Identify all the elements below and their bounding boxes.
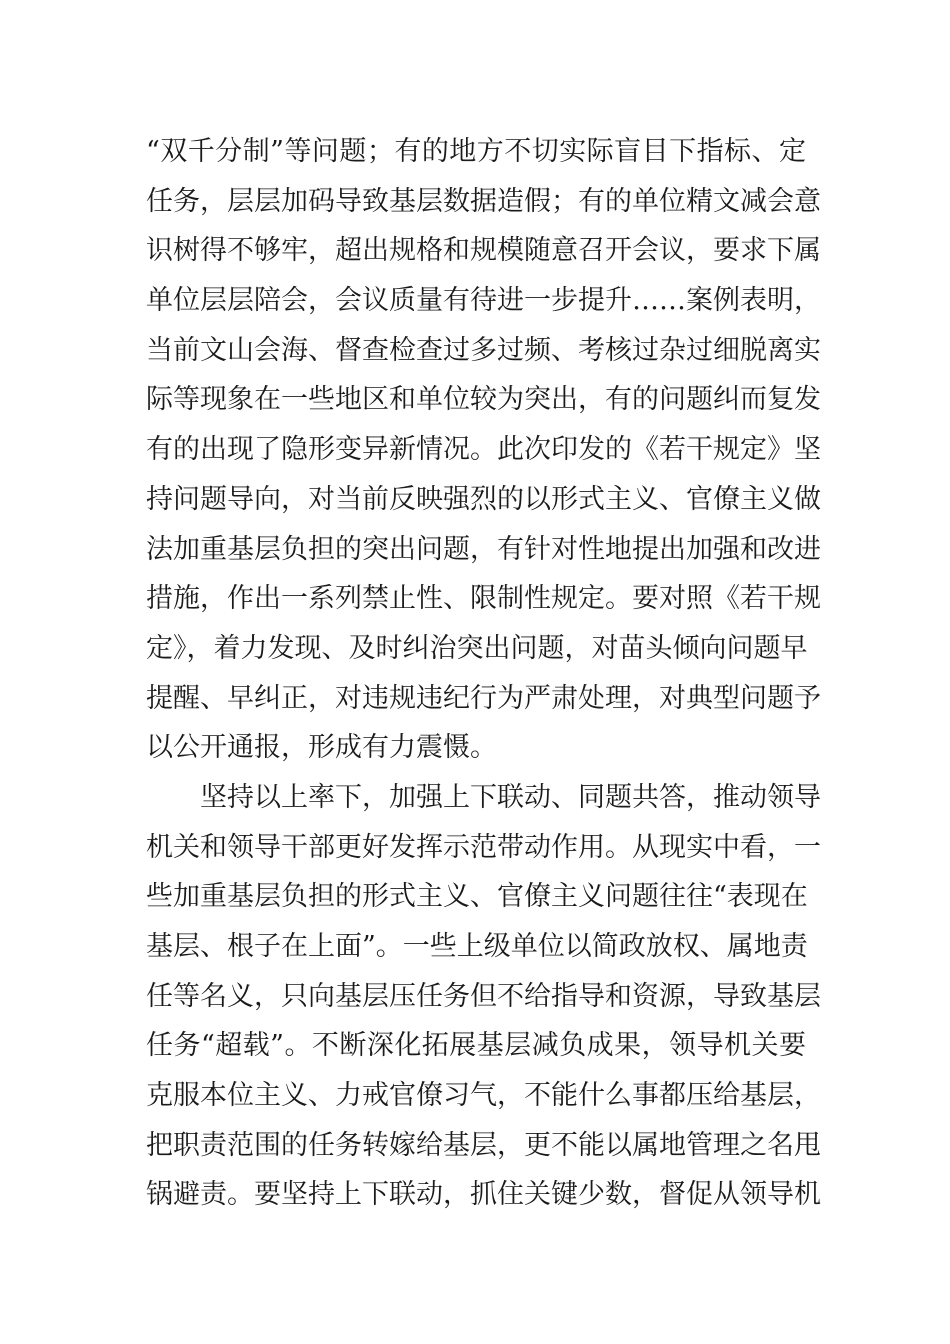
text-line: “双千分制”等问题；有的地方不切实际盲目下指标、定 [146,136,806,167]
text-line: 有的出现了隐形变异新情况。此次印发的《若干规定》坚 [146,434,821,466]
text-line: 基层、根子在上面”。一些上级单位以简政放权、属地责 [146,931,808,962]
text-line: 机关和领导干部更好发挥示范带动作用。从现实中看，一 [146,831,821,863]
text-line: 些加重基层负担的形式主义、官僚主义问题往往“表现在 [146,881,808,913]
paragraph [146,773,821,1220]
text-line: 持问题导向，对当前反映强烈的以形式主义、官僚主义做 [146,483,821,515]
text-line: 把职责范围的任务转嫁给基层，更不能以属地管理之名甩 [146,1129,821,1161]
text-line: 当前文山会海、督查检查过多过频、考核过杂过细脱离实 [146,334,821,366]
text-line: 锅避责。要坚持上下联动，抓住关键少数，督促从领导机 [146,1179,821,1211]
text-line: 坚持以上率下，加强上下联动、同题共答，推动领导 [200,781,821,813]
text-line: 以公开通报，形成有力震慑。 [146,732,497,764]
text-line: 识树得不够牢，超出规格和规模随意召开会议，要求下属 [146,235,821,267]
text-line: 定》，着力发现、及时纠治突出问题，对苗头倾向问题早 [146,632,808,664]
text-line: 法加重基层负担的突出问题，有针对性地提出加强和改进 [146,533,821,565]
text-line: 任等名义，只向基层压任务但不给指导和资源，导致基层 [146,980,821,1012]
text-line: 提醒、早纠正，对违规违纪行为严肃处理，对典型问题予 [146,682,821,714]
text-line: 措施，作出一系列禁止性、限制性规定。要对照《若干规 [146,583,821,615]
paragraph [146,127,821,773]
text-line: 任务，层层加码导致基层数据造假；有的单位精文减会意 [146,185,821,217]
text-line: 克服本位主义、力戒官僚习气，不能什么事都压给基层， [146,1080,821,1112]
text-line: 际等现象在一些地区和单位较为突出，有的问题纠而复发 [146,384,821,416]
text-line: 单位层层陪会，会议质量有待进一步提升……案例表明， [146,285,821,317]
body-text [146,127,821,1220]
text-line: 任务“超载”。不断深化拓展基层减负成果，领导机关要 [146,1030,806,1062]
